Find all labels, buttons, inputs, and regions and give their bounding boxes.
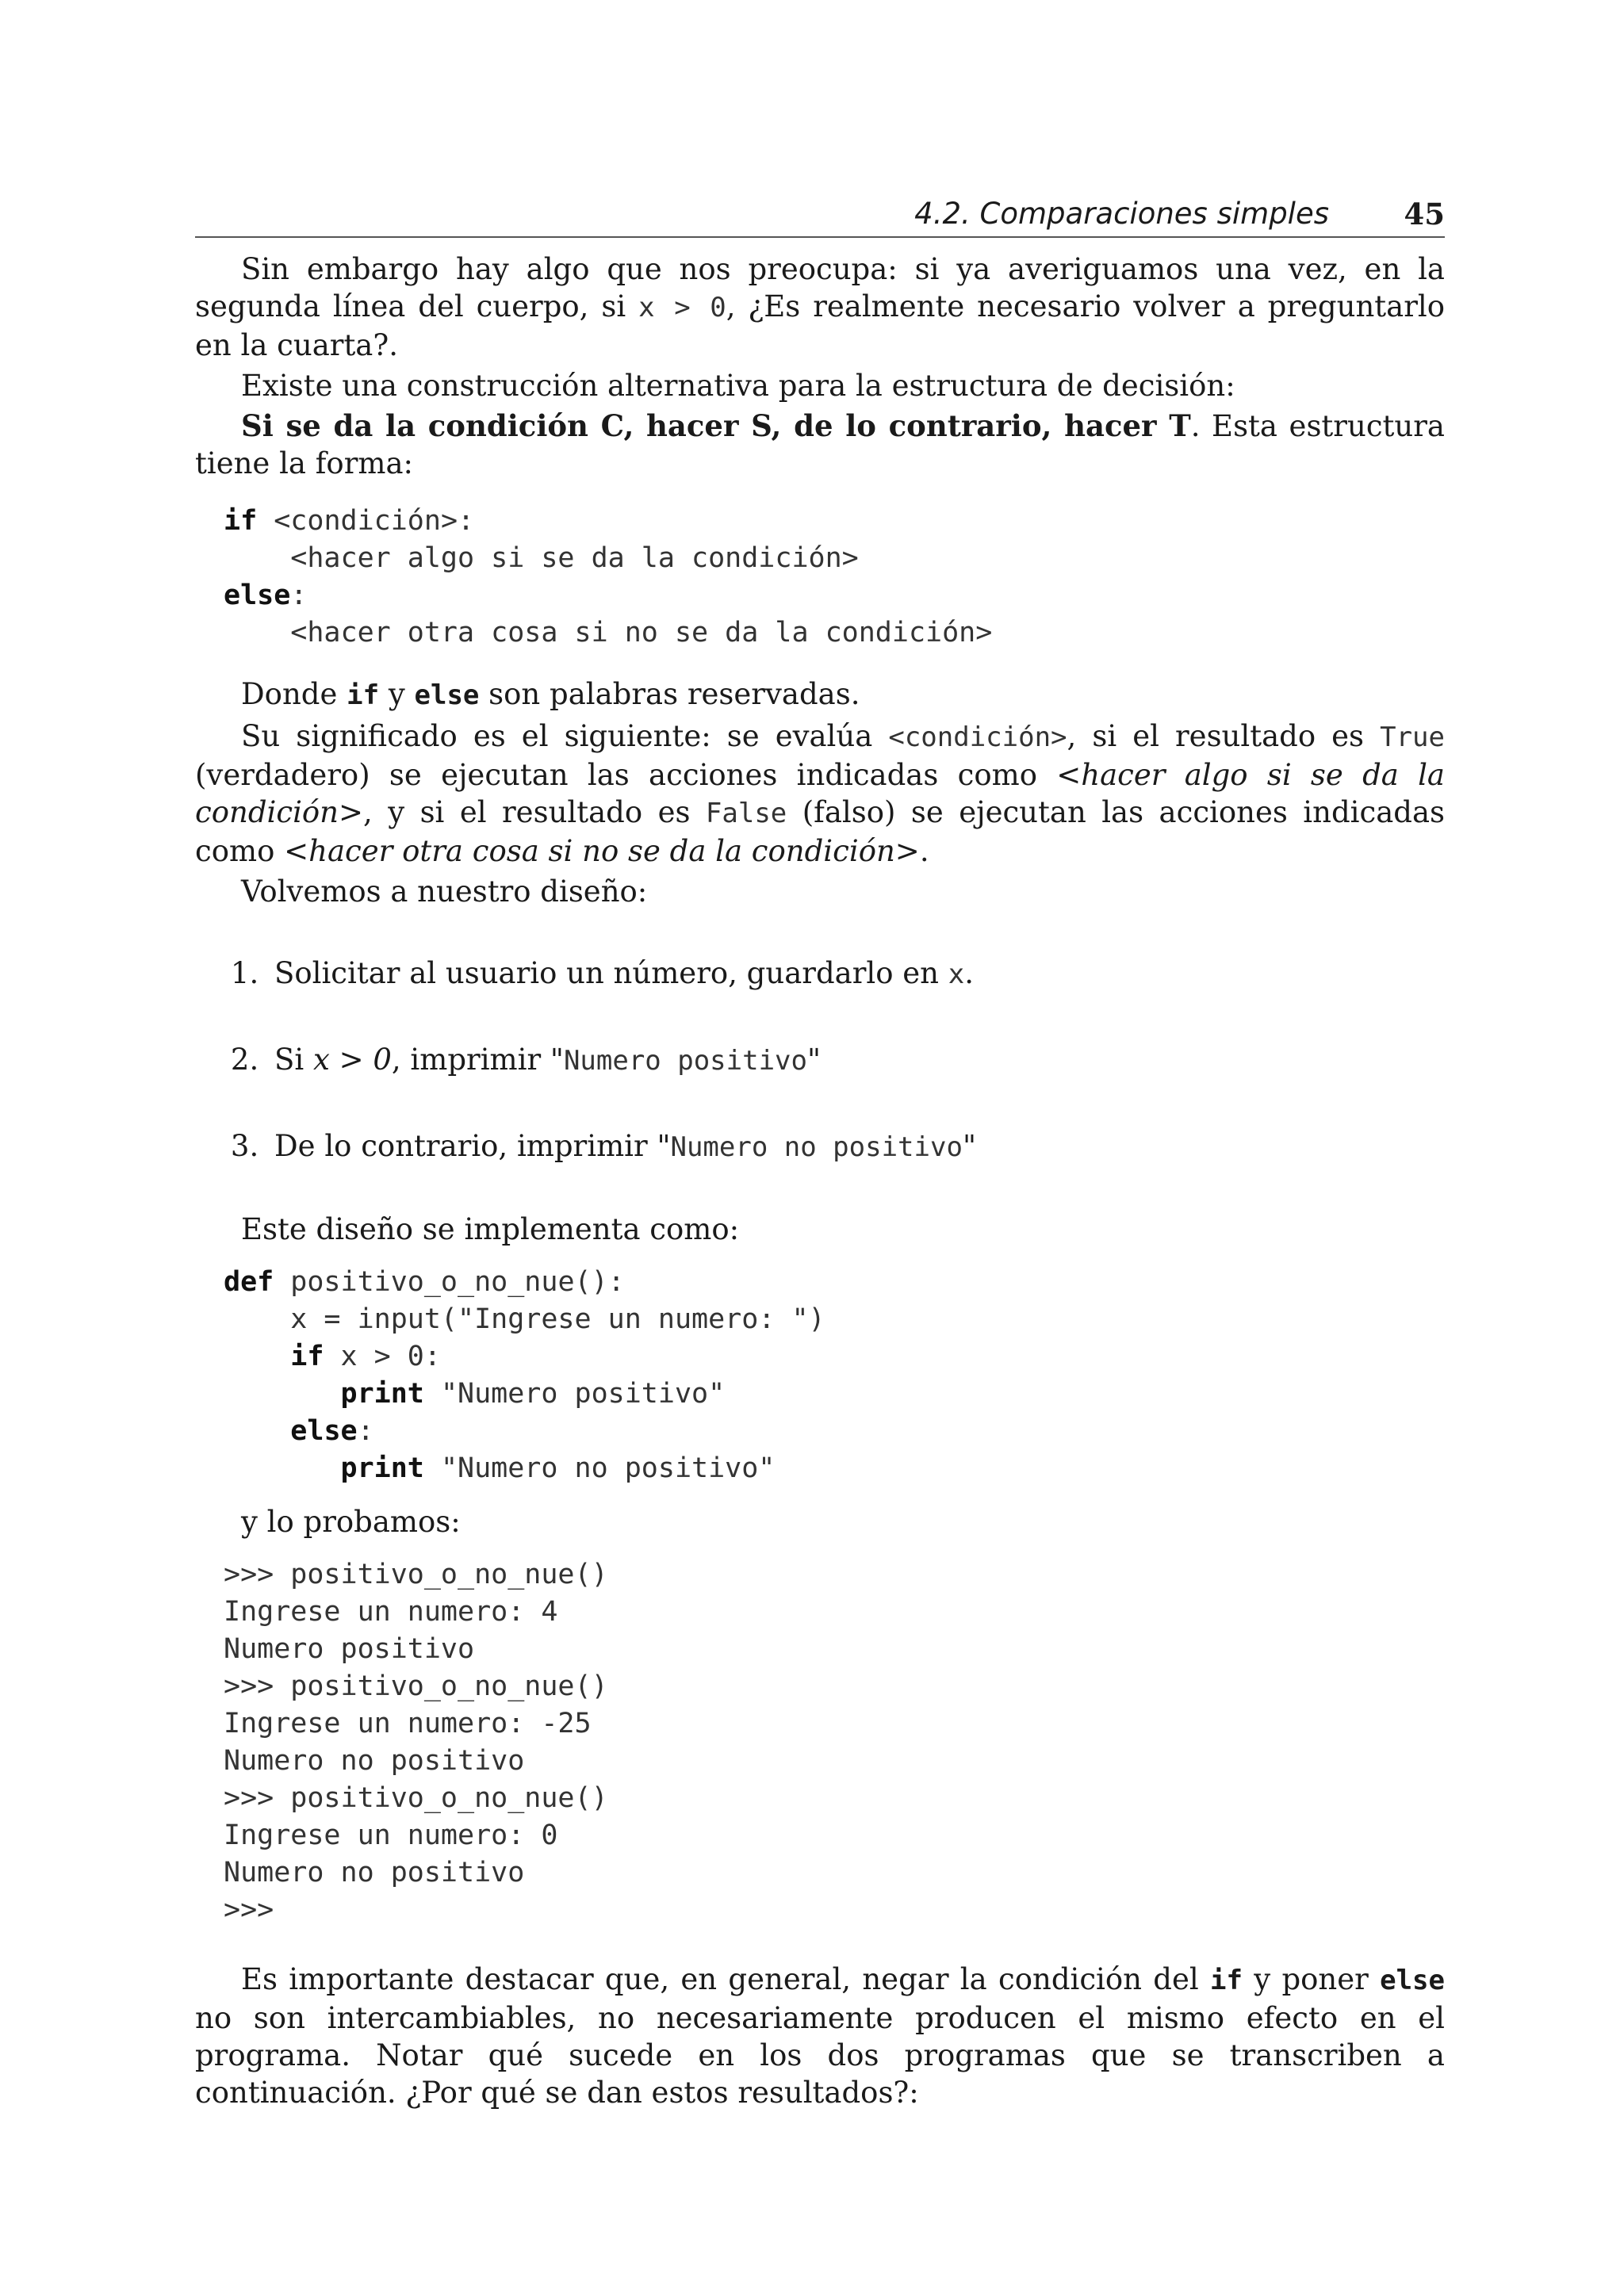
code-indent (224, 1378, 341, 1410)
code-line: Numero no positivo (224, 1745, 525, 1777)
keyword: print (340, 1378, 424, 1410)
text: . (964, 956, 974, 990)
text: , imprimir " (391, 1043, 564, 1077)
inline-code: <condición> (888, 721, 1067, 753)
design-steps-list (195, 955, 1445, 1166)
inline-code: Numero positivo (563, 1045, 807, 1077)
paragraph-5 (195, 718, 1445, 870)
code-text: : (357, 1415, 374, 1447)
code-line: Ingrese un numero: 4 (224, 1596, 558, 1628)
inline-keyword: else (414, 679, 480, 711)
text: Donde (241, 677, 347, 711)
code-line: <hacer otra cosa si no se da la condición> (224, 617, 993, 649)
math-expression: x > 0 (312, 1043, 392, 1077)
paragraph-6: Volvemos a nuestro diseño: (241, 874, 648, 909)
text: . (919, 834, 929, 868)
code-block-syntax (195, 503, 1445, 652)
text: Sin embargo hay algo que nos preocupa: si ya averiguamos una vez, en la segunda línea del cuerpo, si (195, 252, 1445, 323)
bold-text: Si se da la condición C, hacer S, de lo contrario, hacer T (241, 408, 1191, 443)
text: Su significado es el siguiente: se evalúa (241, 719, 889, 753)
italic-text: <hacer otra cosa si no se da la condición> (284, 834, 920, 868)
paragraph-7: Este diseño se implementa como: (241, 1212, 740, 1246)
text: , y si el resultado es (363, 795, 706, 829)
text: y (379, 677, 415, 711)
code-line: x = input("Ingrese un numero: ") (224, 1303, 825, 1335)
code-indent (224, 1341, 290, 1372)
code-line: >>> positivo_o_no_nue() (224, 1559, 608, 1590)
inline-code: False (705, 798, 787, 829)
code-line: Numero no positivo (224, 1857, 525, 1888)
text: y poner (1242, 1962, 1381, 1996)
text: De lo contrario, imprimir " (274, 1129, 671, 1163)
paragraph-3 (195, 408, 1445, 482)
text: (falso) se ejecutan las acciones indicadas como (195, 795, 1445, 868)
inline-keyword: else (1380, 1965, 1445, 1996)
page-number: 45 (1404, 197, 1445, 232)
code-line: Ingrese un numero: 0 (224, 1820, 558, 1851)
keyword: else (290, 1415, 358, 1447)
keyword: if (224, 505, 258, 537)
paragraph-1 (195, 251, 1445, 364)
list-item (268, 1041, 1445, 1080)
paragraph-4 (195, 675, 1445, 714)
code-line: Numero positivo (224, 1633, 475, 1665)
code-indent (224, 1452, 341, 1484)
text: (verdadero) se ejecutan las acciones indicadas como (195, 758, 1057, 792)
paragraph-8: y lo probamos: (241, 1505, 461, 1539)
code-text: x > 0: (324, 1341, 441, 1372)
text: . Esta estructura tiene la forma: (195, 409, 1445, 480)
code-text: <condición>: (257, 505, 475, 537)
code-text: positivo_o_no_nue(): (274, 1266, 625, 1298)
running-header (195, 197, 1445, 238)
keyword: def (224, 1266, 274, 1298)
keyword: if (290, 1341, 324, 1372)
inline-keyword: if (1210, 1965, 1243, 1996)
section-title: 4.2. Comparaciones simples (914, 197, 1329, 231)
text: son palabras reservadas. (479, 677, 860, 711)
code-block-function (195, 1264, 1445, 1487)
text: " (962, 1129, 976, 1163)
text: no son intercambiables, no necesariamente producen el mismo efecto en el programa. Notar qué sucede en los dos programas que se transcriben a continuación. ¿Por qué se dan estos resultados?: (195, 2001, 1445, 2110)
page (195, 197, 1445, 2111)
code-line: >>> positivo_o_no_nue() (224, 1670, 608, 1702)
code-text: : (290, 580, 308, 611)
inline-code: x > 0 (638, 292, 726, 323)
paragraph-2: Existe una construcción alternativa para la estructura de decisión: (241, 369, 1235, 403)
list-item (268, 1127, 1445, 1166)
keyword: print (340, 1452, 424, 1484)
inline-code: x (948, 959, 965, 990)
text: Es importante destacar que, en general, negar la condición del (241, 1962, 1210, 1996)
code-line: >>> positivo_o_no_nue() (224, 1782, 608, 1814)
keyword: else (224, 580, 291, 611)
code-line: <hacer algo si se da la condición> (224, 542, 859, 574)
code-text: "Numero no positivo" (423, 1452, 776, 1484)
paragraph-9 (195, 1961, 1445, 2111)
code-line: >>> (224, 1894, 274, 1926)
code-text: "Numero positivo" (423, 1378, 726, 1410)
code-indent (224, 1415, 290, 1447)
list-item (268, 955, 1445, 993)
inline-code: True (1380, 721, 1445, 753)
italic-text: <hacer algo si se da la condición> (195, 758, 1445, 829)
code-line: Ingrese un numero: -25 (224, 1708, 592, 1739)
inline-keyword: if (347, 679, 380, 711)
inline-code: Numero no positivo (670, 1131, 963, 1163)
text: , si el resultado es (1067, 719, 1381, 753)
text: Si (274, 1043, 313, 1077)
code-block-session (195, 1556, 1445, 1929)
body-text (195, 251, 1445, 2111)
text: , ¿Es realmente necesario volver a preguntarlo en la cuarta?. (195, 289, 1446, 362)
text: Solicitar al usuario un número, guardarlo en (274, 956, 948, 990)
text: " (806, 1043, 822, 1077)
